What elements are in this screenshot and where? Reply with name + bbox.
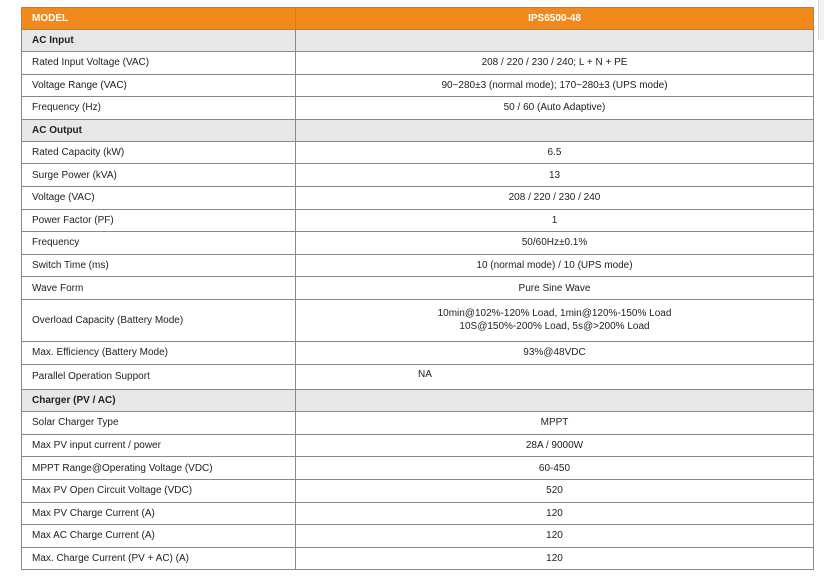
table-row [22, 209, 814, 232]
section-header-charger [22, 390, 814, 412]
table-row [22, 434, 814, 457]
table-row [22, 364, 814, 390]
spec-label: Switch Time (ms) [22, 254, 296, 277]
spec-value: 60-450 [296, 457, 814, 480]
spec-label: Max PV input current / power [22, 434, 296, 457]
spec-value [296, 299, 814, 341]
section-header-ac-input [22, 30, 814, 52]
table-row [22, 502, 814, 525]
spec-value: 10 (normal mode) / 10 (UPS mode) [296, 254, 814, 277]
table-row [22, 74, 814, 97]
spec-value: 13 [296, 164, 814, 187]
spec-label: Max PV Charge Current (A) [22, 502, 296, 525]
spec-value: 90~280±3 (normal mode); 170~280±3 (UPS mode) [296, 74, 814, 97]
spec-label: Voltage (VAC) [22, 186, 296, 209]
spec-label: Solar Charger Type [22, 412, 296, 435]
spec-value: 208 / 220 / 230 / 240; L + N + PE [296, 52, 814, 75]
table-row [22, 299, 814, 341]
table-row [22, 479, 814, 502]
spec-value: 93%@48VDC [296, 341, 814, 364]
spec-value: 120 [296, 525, 814, 548]
spec-value: 50 / 60 (Auto Adaptive) [296, 97, 814, 120]
spec-value: 28A / 9000W [296, 434, 814, 457]
table-header-row [22, 8, 814, 30]
spec-value: MPPT [296, 412, 814, 435]
spec-value: 120 [296, 502, 814, 525]
spec-value: Pure Sine Wave [296, 277, 814, 300]
spec-value: 1 [296, 209, 814, 232]
table-row [22, 525, 814, 548]
table-row [22, 341, 814, 364]
table-row [22, 254, 814, 277]
model-value: IPS6500-48 [296, 8, 814, 30]
spec-label: Rated Capacity (kW) [22, 141, 296, 164]
section-title: Charger (PV / AC) [22, 390, 296, 412]
table-row [22, 547, 814, 570]
spec-label: Wave Form [22, 277, 296, 300]
table-row [22, 52, 814, 75]
spec-table [21, 7, 814, 570]
section-title: AC Input [22, 30, 296, 52]
spec-label: Frequency [22, 232, 296, 255]
table-row [22, 186, 814, 209]
page-edge [818, 0, 824, 40]
spec-value: NA [296, 364, 814, 390]
table-row [22, 277, 814, 300]
spec-label: Max PV Open Circuit Voltage (VDC) [22, 479, 296, 502]
spec-value: 50/60Hz±0.1% [296, 232, 814, 255]
section-title: AC Output [22, 119, 296, 141]
spec-label: Power Factor (PF) [22, 209, 296, 232]
table-row [22, 412, 814, 435]
table-row [22, 232, 814, 255]
model-label: MODEL [22, 8, 296, 30]
table-row [22, 457, 814, 480]
spec-label: Rated Input Voltage (VAC) [22, 52, 296, 75]
spec-label: Max. Charge Current (PV + AC) (A) [22, 547, 296, 570]
table-row [22, 97, 814, 120]
spec-label: Overload Capacity (Battery Mode) [22, 299, 296, 341]
spec-value-line: 10min@102%-120% Load, 1min@120%-150% Load [437, 308, 672, 320]
spec-label: Parallel Operation Support [22, 364, 296, 390]
spec-label: MPPT Range@Operating Voltage (VDC) [22, 457, 296, 480]
spec-value-line: 10S@150%-200% Load, 5s@>200% Load [459, 321, 650, 333]
spec-label: Max. Efficiency (Battery Mode) [22, 341, 296, 364]
section-header-ac-output [22, 119, 814, 141]
spec-value: 208 / 220 / 230 / 240 [296, 186, 814, 209]
spec-label: Max AC Charge Current (A) [22, 525, 296, 548]
table-row [22, 164, 814, 187]
spec-label: Voltage Range (VAC) [22, 74, 296, 97]
spec-label: Surge Power (kVA) [22, 164, 296, 187]
spec-value: 520 [296, 479, 814, 502]
spec-value: 6.5 [296, 141, 814, 164]
spec-label: Frequency (Hz) [22, 97, 296, 120]
spec-value: 120 [296, 547, 814, 570]
table-row [22, 141, 814, 164]
